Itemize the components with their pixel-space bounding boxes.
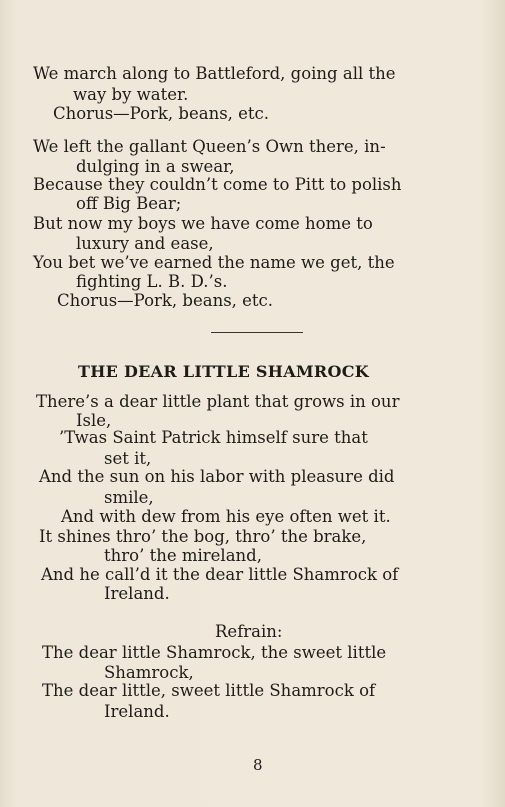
verse-line: fighting L. B. D.’s. (76, 272, 228, 291)
song-line: And with dew from his eye often wet it. (61, 507, 391, 526)
refrain-line: The dear little, sweet little Shamrock of (42, 681, 376, 700)
song-line: smile, (104, 488, 154, 507)
song-line: And the sun on his labor with pleasure did (39, 467, 395, 486)
chorus-line: Chorus—Pork, beans, etc. (53, 104, 270, 123)
verse-line: You bet we’ve earned the name we get, the (33, 253, 395, 272)
song-line: thro’ the mireland, (104, 546, 262, 565)
song-title: THE DEAR LITTLE SHAMROCK (78, 362, 370, 381)
refrain-label: Refrain: (215, 622, 283, 641)
refrain-line: The dear little Shamrock, the sweet little (42, 643, 387, 662)
song-line: ’Twas Saint Patrick himself sure that (59, 428, 368, 447)
verse-line: dulging in a swear, (76, 157, 235, 176)
song-line: There’s a dear little plant that grows in our (36, 392, 400, 411)
song-line: Isle, (76, 411, 112, 430)
verse-line: But now my boys we have come home to (33, 214, 373, 233)
chorus-line: Chorus—Pork, beans, etc. (57, 291, 274, 310)
refrain-line: Ireland. (104, 702, 170, 721)
verse-line: We march along to Battleford, going all the (33, 64, 396, 83)
song-line: And he call’d it the dear little Shamrock of (41, 565, 399, 584)
verse-line: off Big Bear; (76, 194, 182, 213)
page-number: 8 (253, 756, 263, 774)
song-line: Ireland. (104, 584, 170, 603)
song-line: It shines thro’ the bog, thro’ the brake, (39, 527, 367, 546)
verse-line: way by water. (73, 85, 189, 104)
section-divider (211, 332, 303, 333)
refrain-line: Shamrock, (104, 663, 194, 682)
verse-line: luxury and ease, (76, 234, 214, 253)
verse-line: We left the gallant Queen’s Own there, in- (33, 137, 386, 156)
verse-line: Because they couldn’t come to Pitt to polish (33, 175, 402, 194)
song-line: set it, (104, 449, 152, 468)
